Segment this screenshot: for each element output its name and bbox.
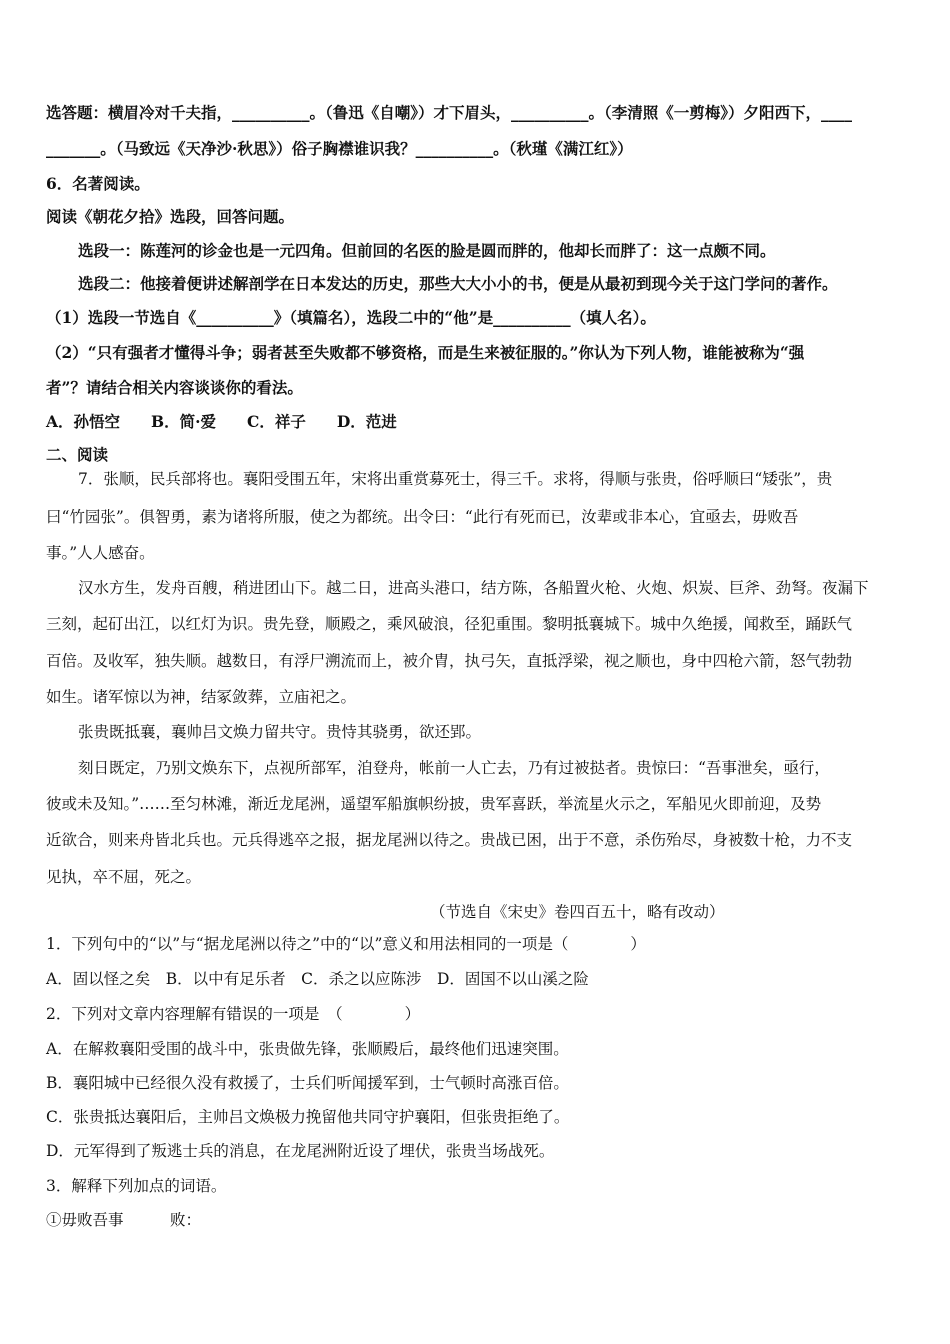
q5-line-2: _______。（马致远《天净沙·秋思》）俗子胸襟谁识我？__________。（秋瑾《满江红》） — [46, 139, 633, 158]
q6-intro: 阅读《朝花夕拾》选段，回答问题。 — [46, 207, 295, 226]
passage-p2-line-1: 汉水方生，发舟百艘，稍进团山下。越二日，进高头港口，结方陈，各船置火枪、火炮、炽炭、巨斧、劲弩。夜漏下 — [78, 579, 869, 597]
q6-excerpt-1: 选段一：陈莲河的诊金也是一元四角。但前回的名医的脸是圆而胖的，他却长而胖了：这一点颇不同。 — [78, 241, 776, 260]
q6-excerpt-2: 选段二：他接着便讲述解剖学在日本发达的历史，那些大大小小的书，便是从最初到现今关于这门学问的著作。 — [78, 274, 838, 293]
question-3: 3．解释下列加点的词语。 — [46, 1177, 227, 1195]
passage-p1-line-1: 7．张顺，民兵部将也。襄阳受围五年，宋将出重赏募死士，得三千。求将，得顺与张贵，俗呼顺曰“矮张”，贵 — [78, 470, 833, 488]
question-1: 1．下列句中的“以”与“据龙尾洲以待之”中的“以”意义和用法相同的一项是（ ） — [46, 935, 646, 953]
passage-p1-line-3: 事。”人人感奋。 — [46, 544, 155, 562]
passage-p2-line-3: 百倍。及收军，独失顺。越数日，有浮尸溯流而上，被介胄，执弓矢，直抵浮梁，视之顺也，身中四枪六箭，怒气勃勃 — [46, 652, 853, 670]
question-2-option-d: D．元军得到了叛逃士兵的消息，在龙尾洲附近设了埋伏，张贵当场战死。 — [46, 1142, 555, 1160]
passage-p4-line-1: 刻日既定，乃别文焕东下，点视所部军，洎登舟，帐前一人亡去，乃有过被挞者。贵惊曰：“吾事泄矣，亟行， — [78, 759, 830, 777]
q5-line-1: 选答题：横眉冷对千夫指，__________。（鲁迅《自嘲》）才下眉头，__________。（李清照《一剪梅》）夕阳西下，____ — [46, 103, 853, 122]
section-2-title: 二、阅读 — [46, 445, 109, 464]
q6-options: A．孙悟空 B．简·爱 C．祥子 D．范进 — [46, 412, 397, 431]
passage-p4-line-2: 彼或未及知。”……至匀林滩，渐近龙尾洲，遥望军船旗帜纷披，贵军喜跃，举流星火示之，军船见火即前迎，及势 — [46, 795, 822, 813]
passage-p2-line-2: 三刻，起矴出江，以红灯为识。贵先登，顺殿之，乘风破浪，径犯重围。黎明抵襄城下。城中久绝援，闻救至，踊跃气 — [46, 615, 853, 633]
q6-sub-2-line-1: （2）“只有强者才懂得斗争；弱者甚至失败都不够资格，而是生来被征服的。”你认为下列人物，谁能被称为“强 — [46, 343, 805, 362]
q6-sub-1: （1）选段一节选自《__________》（填篇名），选段二中的“他”是__________（填人名）。 — [46, 308, 656, 327]
question-2-option-c: C．张贵抵达襄阳后，主帅吕文焕极力挽留他共同守护襄阳，但张贵拒绝了。 — [46, 1108, 570, 1126]
q6-title: 6．名著阅读。 — [46, 174, 150, 193]
question-2-option-b: B．襄阳城中已经很久没有救援了，士兵们听闻援军到，士气顿时高涨百倍。 — [46, 1074, 569, 1092]
passage-p4-line-4: 见执，卒不屈，死之。 — [46, 868, 202, 886]
question-2-option-a: A．在解救襄阳受围的战斗中，张贵做先锋，张顺殿后，最终他们迅速突围。 — [46, 1040, 569, 1058]
q6-sub-2-line-2: 者”？请结合相关内容谈谈你的看法。 — [46, 378, 303, 397]
question-2: 2．下列对文章内容理解有错误的一项是 （ ） — [46, 1005, 421, 1023]
passage-p3: 张贵既抵襄，襄帅吕文焕力留共守。贵恃其骁勇，欲还郢。 — [78, 723, 482, 741]
passage-p4-line-3: 近欲合，则来舟皆北兵也。元兵得逃卒之报，据龙尾洲以待之。贵战已困，出于不意，杀伤殆尽，身被数十枪，力不支 — [46, 831, 853, 849]
passage-source: （节选自《宋史》卷四百五十，略有改动） — [430, 903, 725, 921]
question-3-item-1: ①毋败吾事 败： — [46, 1211, 202, 1229]
passage-p2-line-4: 如生。诸军惊以为神，结冢敛葬，立庙祀之。 — [46, 688, 357, 706]
passage-p1-line-2: 曰“竹园张”。俱智勇，素为诸将所服，使之为都统。出令曰：“此行有死而已，汝辈或非本心，宜亟去，毋败吾 — [46, 508, 799, 526]
question-1-options: A．固以怪之矣 B．以中有足乐者 C．杀之以应陈涉 D．固国不以山溪之险 — [46, 970, 589, 988]
